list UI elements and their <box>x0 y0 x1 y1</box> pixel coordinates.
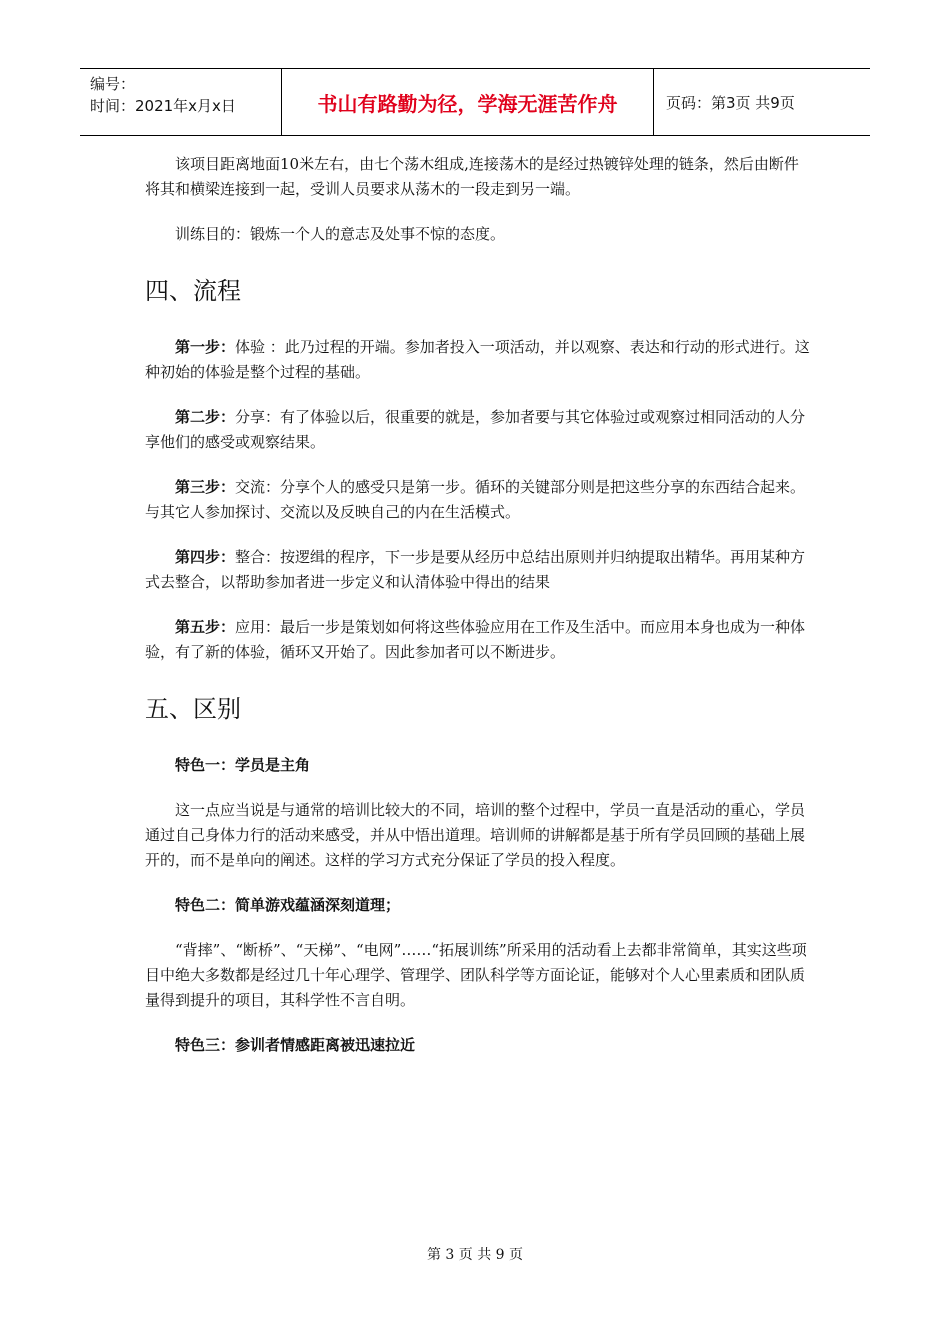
document-header <box>80 68 870 136</box>
feature-2-text: “背摔”、“断桥”、“天梯”、“电网”……“拓展训练”所采用的活动看上去都非常简单，其实这些项目中绝大多数都是经过几十年心理学、管理学、团队科学等方面论证，能够对个人心里素质和团队质量得到提升的项目，其科学性不言自明。 <box>145 941 807 1009</box>
step-2-text: 分享：有了体验以后，很重要的就是，参加者要与其它体验过或观察过相同活动的人分享他们的感受或观察结果。 <box>145 408 806 451</box>
step-4-label: 第四步： <box>175 548 236 566</box>
step-3-label: 第三步： <box>175 478 236 496</box>
step-2-label: 第二步： <box>175 408 236 426</box>
step-5-label: 第五步： <box>175 618 236 636</box>
page-footer: 第 3 页 共 9 页 <box>426 1247 524 1263</box>
feature-1-title: 特色一：学员是主角 <box>175 756 311 774</box>
number-label: 编号： <box>90 75 136 93</box>
document-body <box>145 152 810 1078</box>
step-4-paragraph <box>145 545 810 595</box>
step-1-text: 体验 ：此乃过程的开端。参加者投入一项活动，并以观察、表达和行动的形式进行。这种初始的体验是整个过程的基础。 <box>145 338 810 381</box>
step-5-paragraph <box>145 615 810 665</box>
header-meta-cell <box>80 69 282 135</box>
intro-paragraph-2: 训练目的：锻炼一个人的意志及处事不惊的态度。 <box>175 225 506 243</box>
section-4-heading: 四、流程 <box>145 277 241 305</box>
step-1-label: 第一步： <box>175 338 236 356</box>
header-page-label: 页码：第3页 共9页 <box>666 93 795 112</box>
feature-3-title: 特色三：参训者情感距离被迅速拉近 <box>175 1036 416 1054</box>
date-label: 时间：2021年x月x日 <box>90 97 236 115</box>
header-page-cell <box>654 69 870 135</box>
step-2-paragraph <box>145 405 810 455</box>
header-motto-cell <box>282 69 654 135</box>
step-1-paragraph <box>145 335 810 385</box>
step-3-text: 交流：分享个人的感受只是第一步。循环的关键部分则是把这些分享的东西结合起来。与其它人参加探讨、交流以及反映自己的内在生活模式。 <box>145 478 806 521</box>
step-4-text: 整合：按逻缉的程序，下一步是要从经历中总结出原则并归纳提取出精华。再用某种方式去整合，以帮助参加者进一步定义和认清体验中得出的结果 <box>145 548 806 591</box>
motto-text: 书山有路勤为径，学海无涯苦作舟 <box>317 91 618 116</box>
feature-2-title: 特色二：简单游戏蕴涵深刻道理； <box>175 896 401 914</box>
section-5-heading: 五、区别 <box>145 695 241 723</box>
step-5-text: 应用：最后一步是策划如何将这些体验应用在工作及生活中。而应用本身也成为一种体验，有了新的体验，循环又开始了。因此参加者可以不断进步。 <box>145 618 806 661</box>
intro-paragraph-1: 该项目距离地面10米左右，由七个荡木组成,连接荡木的是经过热镀锌处理的链条，然后由断件将其和横梁连接到一起，受训人员要求从荡木的一段走到另一端。 <box>145 155 799 198</box>
feature-1-text: 这一点应当说是与通常的培训比较大的不同，培训的整个过程中，学员一直是活动的重心，学员通过自己身体力行的活动来感受，并从中悟出道理。培训师的讲解都是基于所有学员回顾的基础上展开的，而不是单向的阐述。这样的学习方式充分保证了学员的投入程度。 <box>145 801 806 869</box>
step-3-paragraph <box>145 475 810 525</box>
